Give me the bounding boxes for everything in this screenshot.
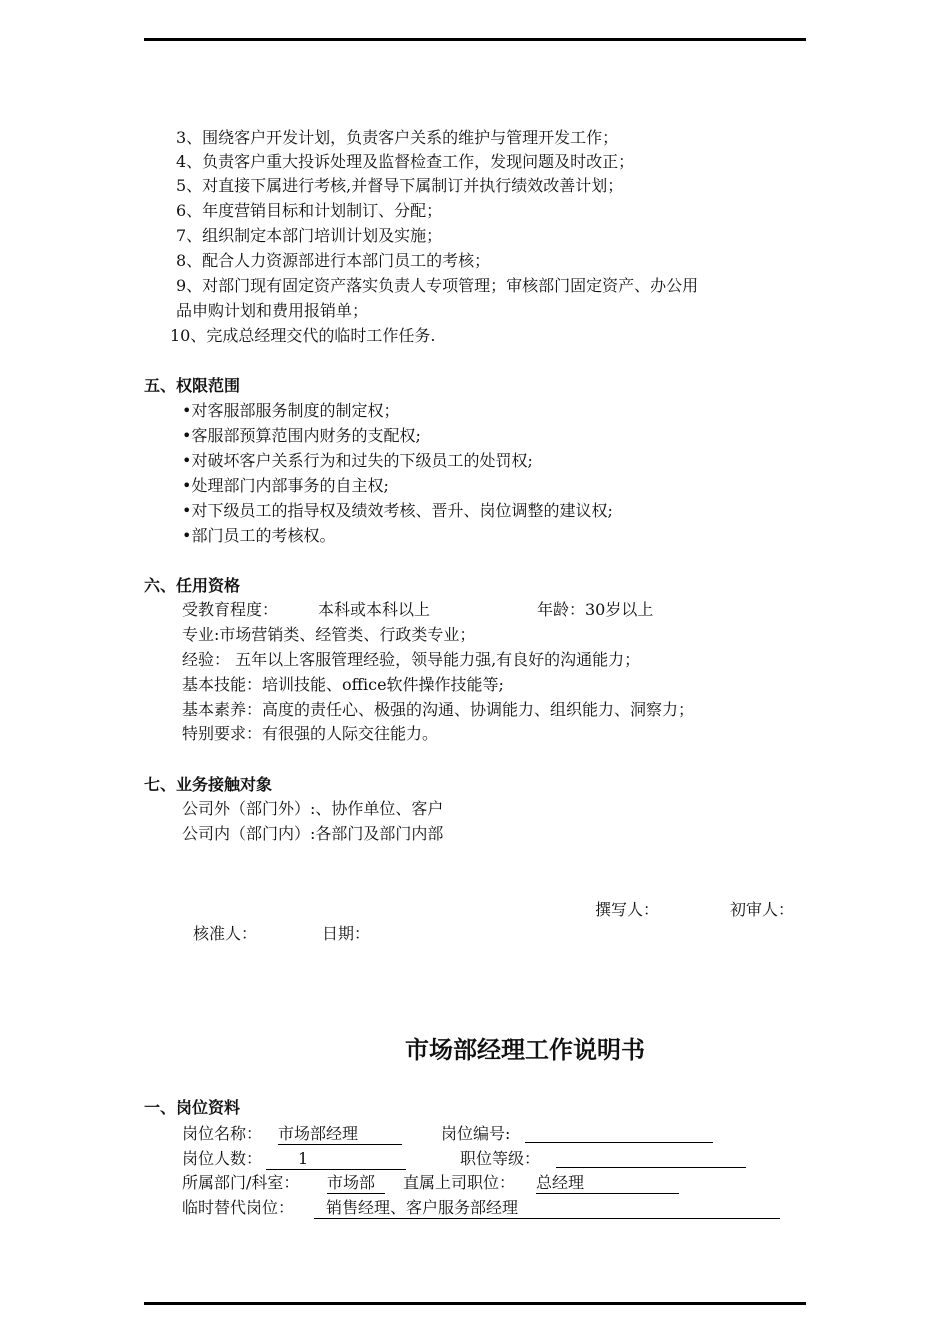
- special-requirement: 特别要求：有很强的人际交往能力。: [182, 724, 439, 743]
- substitute-label: 临时替代岗位：: [182, 1198, 295, 1217]
- authority-item: •对客服部服务制度的制定权；: [182, 401, 400, 420]
- major-requirement: 专业:市场营销类、经管类、行政类专业；: [182, 625, 476, 644]
- department-field: [327, 1171, 385, 1195]
- duty-item-4: 4、负责客户重大投诉处理及监督检查工作，发现问题及时改正；: [176, 152, 635, 171]
- writer-label: 撰写人：: [595, 900, 660, 919]
- experience-requirement: 经验： 五年以上客服管理经验，领导能力强,有良好的沟通能力；: [182, 650, 641, 669]
- grade-label: 职位等级：: [460, 1149, 541, 1168]
- qualification-heading: 六、任用资格: [144, 576, 241, 595]
- approver-label: 核准人：: [193, 924, 258, 943]
- position-name-value: 市场部经理: [278, 1124, 402, 1145]
- position-info-heading: 一、岗位资料: [144, 1098, 241, 1117]
- skills-requirement: 基本技能：培训技能、office软件操作技能等;: [182, 675, 504, 694]
- position-code-blank: [525, 1122, 713, 1143]
- age-requirement: 年龄：30岁以上: [537, 600, 654, 619]
- contacts-internal: 公司内（部门内）:各部门及部门内部: [182, 824, 444, 843]
- department-value: 市场部: [327, 1173, 385, 1194]
- superior-label: 直属上司职位：: [403, 1173, 516, 1192]
- authority-item: •处理部门内部事务的自主权;: [182, 476, 389, 495]
- duty-item-6: 6、年度营销目标和计划制订、分配；: [176, 201, 443, 220]
- substitute-field: [314, 1196, 780, 1220]
- superior-value: 总经理: [536, 1173, 679, 1194]
- position-count-label: 岗位人数：: [182, 1149, 263, 1168]
- contacts-heading: 七、业务接触对象: [144, 775, 273, 794]
- substitute-value: 销售经理、客户服务部经理: [314, 1198, 780, 1219]
- duty-item-10: 10、完成总经理交代的临时工作任务.: [170, 326, 436, 345]
- authority-item: •对破坏客户关系行为和过失的下级员工的处罚权;: [182, 451, 533, 470]
- date-label: 日期：: [322, 924, 371, 943]
- header-rule: [144, 38, 806, 41]
- position-code-field: [525, 1122, 713, 1150]
- duty-item-3: 3、围绕客户开发计划，负责客户关系的维护与管理开发工作；: [176, 128, 619, 147]
- footer-rule: [144, 1302, 806, 1305]
- document-title: 市场部经理工作说明书: [405, 1036, 645, 1064]
- duty-item-9: 9、对部门现有固定资产落实负责人专项管理；审核部门固定资产、办公用: [176, 276, 699, 295]
- department-label: 所属部门/科室：: [182, 1173, 300, 1192]
- education-value: 本科或本科以上: [318, 600, 431, 619]
- duty-item-5: 5、对直接下属进行考核,并督导下属制订并执行绩效改善计划；: [176, 176, 624, 195]
- education-label: 受教育程度：: [182, 600, 279, 619]
- position-count-value: 1: [266, 1149, 406, 1170]
- duty-item-9-continued: 品申购计划和费用报销单；: [176, 301, 369, 320]
- position-name-field: [278, 1122, 402, 1146]
- position-name-label: 岗位名称：: [182, 1124, 263, 1143]
- superior-field: [536, 1171, 679, 1195]
- position-count-field: [266, 1147, 406, 1171]
- duty-item-7: 7、组织制定本部门培训计划及实施；: [176, 226, 443, 245]
- grade-blank: [556, 1147, 746, 1168]
- authority-item: •客服部预算范围内财务的支配权;: [182, 426, 421, 445]
- authority-item: •对下级员工的指导权及绩效考核、晋升、岗位调整的建议权;: [182, 501, 613, 520]
- contacts-external: 公司外（部门外）:、协作单位、客户: [182, 799, 444, 818]
- authority-heading: 五、权限范围: [144, 376, 241, 395]
- position-code-label: 岗位编号:: [441, 1124, 511, 1143]
- quality-requirement: 基本素养：高度的责任心、极强的沟通、协调能力、组织能力、洞察力；: [182, 700, 695, 719]
- authority-item: •部门员工的考核权。: [182, 526, 336, 545]
- duty-item-8: 8、配合人力资源部进行本部门员工的考核；: [176, 251, 491, 270]
- reviewer-label: 初审人：: [730, 900, 795, 919]
